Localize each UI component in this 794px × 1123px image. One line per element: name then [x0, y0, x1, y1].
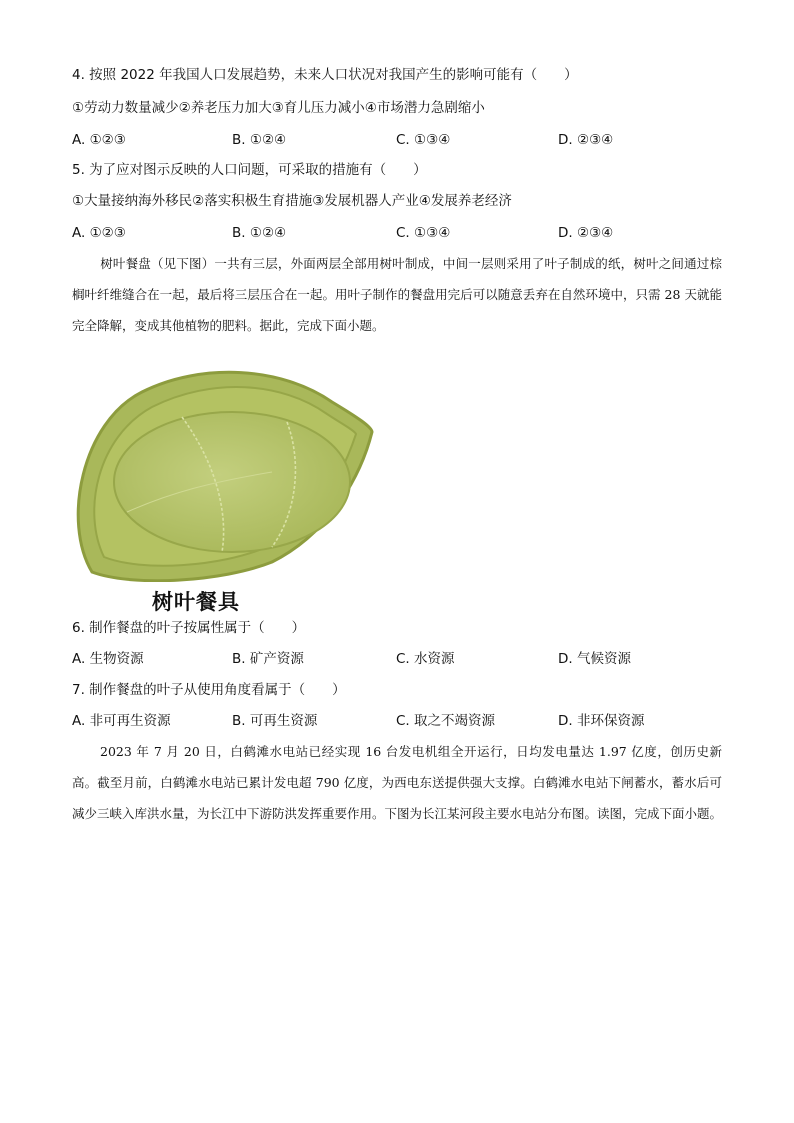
- question-7-stem: 7. 制作餐盘的叶子从使用角度看属于（ ）: [72, 682, 346, 698]
- question-5-items: ①大量接纳海外移民②落实积极生育措施③发展机器人产业④发展养老经济: [72, 193, 512, 209]
- q6-option-d[interactable]: D. 气候资源: [558, 651, 631, 667]
- question-4-options: [72, 131, 732, 149]
- q5-option-a[interactable]: A. ①②③: [72, 225, 126, 241]
- question-5-options: [72, 224, 732, 242]
- passage-leaf-plate: [72, 248, 722, 341]
- passage-baihetan-text: 2023 年 7 月 20 日，白鹤滩水电站已经实现 16 台发电机组全开运行，日均发电量达 1.97 亿度，创历史新高。截至月前，白鹤滩水电站已累计发电超 790 亿度，为西电东送提供强大支撑。白鹤滩水电站下闸蓄水，蓄水后可减少三峡入库洪水量，为长江中下游防洪发挥重要作用。下图为长江某河段主要水电站分布图。读图，完成下面小题。: [72, 744, 723, 821]
- question-4-items: ①劳动力数量减少②养老压力加大③育儿压力减小④市场潜力急剧缩小: [72, 100, 485, 116]
- q6-option-a[interactable]: A. 生物资源: [72, 651, 144, 667]
- figure-caption: 树叶餐具: [152, 590, 240, 614]
- leaf-plate-figure: [72, 362, 376, 616]
- passage-baihetan: [72, 736, 722, 829]
- q5-option-d[interactable]: D. ②③④: [558, 225, 614, 241]
- q7-option-b[interactable]: B. 可再生资源: [232, 713, 318, 729]
- q7-option-c[interactable]: C. 取之不竭资源: [396, 713, 496, 729]
- q5-option-c[interactable]: C. ①③④: [396, 225, 451, 241]
- leaf-plate-center: [114, 412, 350, 552]
- question-5-stem: 5. 为了应对图示反映的人口问题，可采取的措施有（ ）: [72, 162, 427, 178]
- question-4-stem: 4. 按照 2022 年我国人口发展趋势，未来人口状况对我国产生的影响可能有（ ）: [72, 67, 578, 83]
- leaf-plate-image: [72, 362, 376, 582]
- q4-option-b[interactable]: B. ①②④: [232, 132, 287, 148]
- q4-option-d[interactable]: D. ②③④: [558, 132, 614, 148]
- q6-option-b[interactable]: B. 矿产资源: [232, 651, 304, 667]
- question-6-stem: 6. 制作餐盘的叶子按属性属于（ ）: [72, 620, 306, 636]
- q5-option-b[interactable]: B. ①②④: [232, 225, 287, 241]
- q7-option-a[interactable]: A. 非可再生资源: [72, 713, 171, 729]
- q4-option-c[interactable]: C. ①③④: [396, 132, 451, 148]
- q4-option-a[interactable]: A. ①②③: [72, 132, 126, 148]
- question-7-options: [72, 712, 732, 730]
- passage-leaf-plate-text: 树叶餐盘（见下图）一共有三层，外面两层全部用树叶制成，中间一层则采用了叶子制成的纸，树叶之间通过棕榈叶纤维缝合在一起，最后将三层压合在一起。用叶子制作的餐盘用完后可以随意丢弃在自然环境中，只需 28 天就能完全降解，变成其他植物的肥料。据此，完成下面小题。: [72, 256, 722, 333]
- q6-option-c[interactable]: C. 水资源: [396, 651, 455, 667]
- question-6-options: [72, 650, 732, 668]
- q7-option-d[interactable]: D. 非环保资源: [558, 713, 645, 729]
